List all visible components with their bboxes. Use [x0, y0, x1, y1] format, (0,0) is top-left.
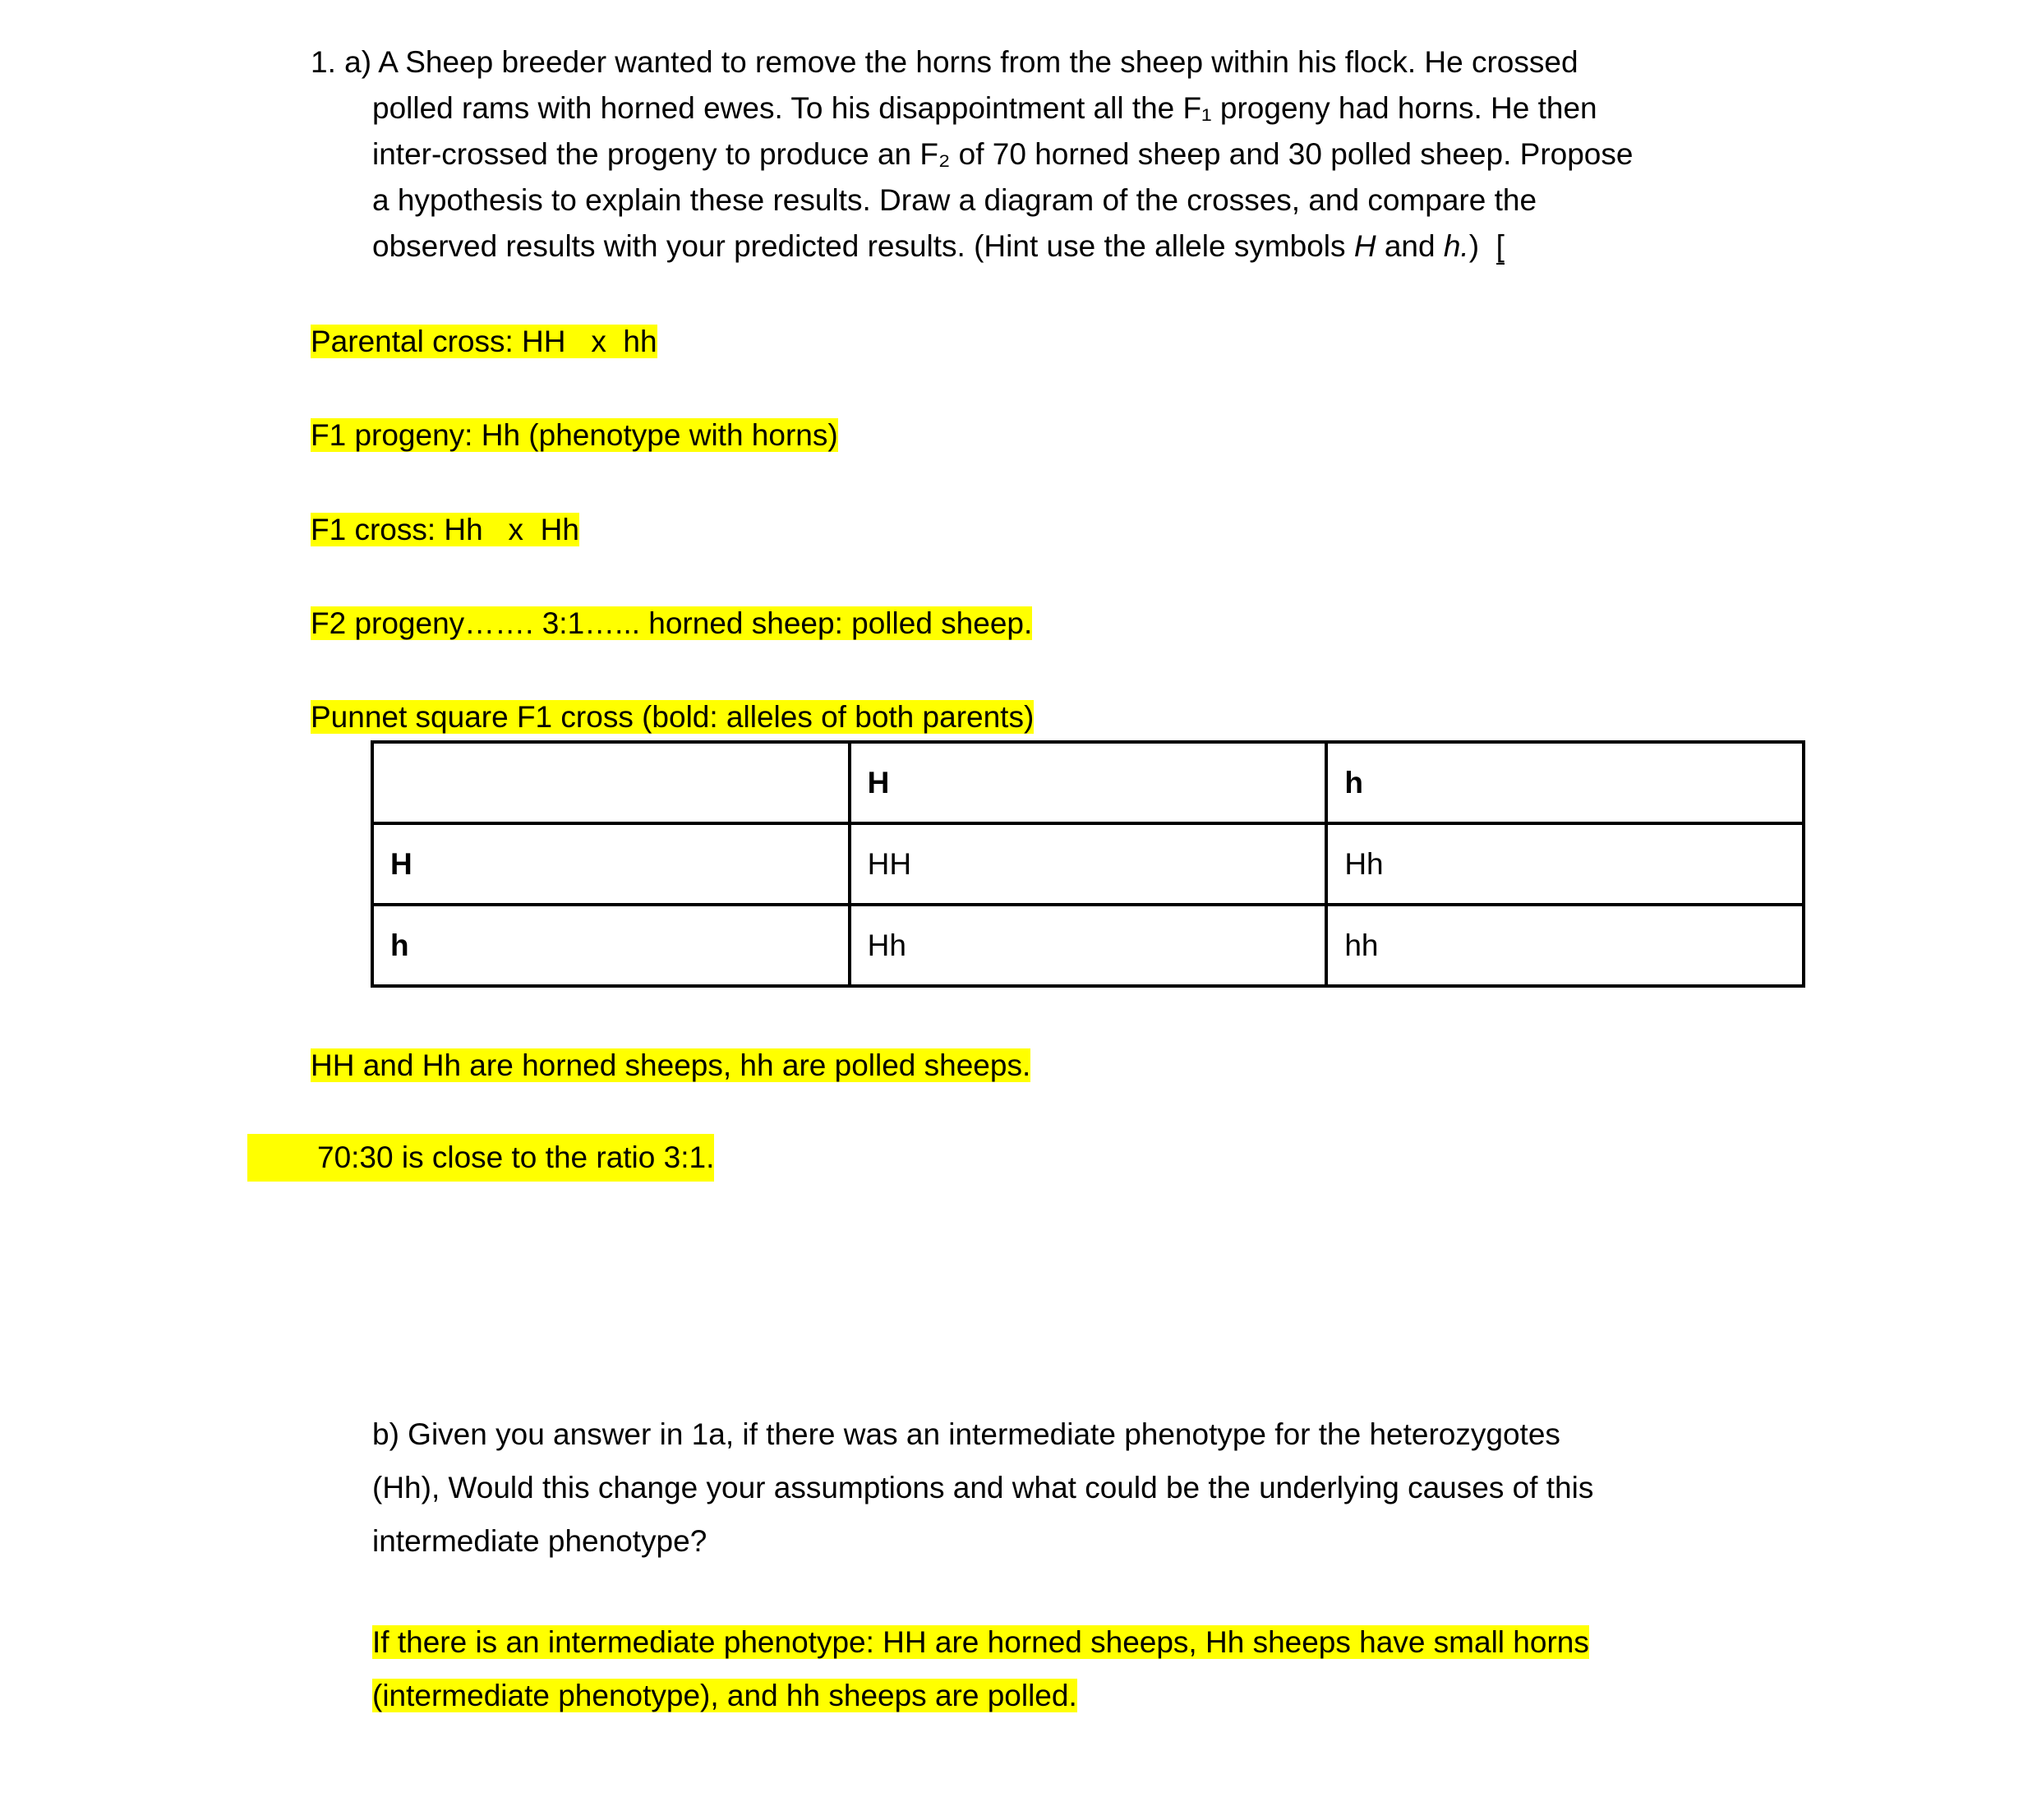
question-1a-body: [311, 85, 1872, 270]
question-1b-line-3: intermediate phenotype?: [372, 1524, 707, 1558]
answer-1b-line-2: (intermediate phenotype), and hh sheeps are polled.: [372, 1679, 1077, 1712]
question-1a-line-4: a hypothesis to explain these results. Draw a diagram of the crosses, and compare the: [372, 183, 1537, 217]
f1-cross-answer: F1 cross: Hh x Hh: [311, 513, 579, 546]
punnett-row-header: H: [372, 823, 850, 905]
question-1b-line-1: b) Given you answer in 1a, if there was an intermediate phenotype for the heterozygotes: [372, 1417, 1560, 1451]
question-1a: [311, 39, 1872, 270]
hint-text: observed results with your predicted results. (Hint use the allele symbols: [372, 229, 1354, 263]
edit-bracket: [: [1495, 229, 1505, 263]
and-word: and: [1376, 229, 1444, 263]
punnett-cell: hh: [1326, 905, 1804, 986]
question-1a-line-1: [311, 39, 1872, 85]
punnett-cell: Hh: [1326, 823, 1804, 905]
question-1a-line-5: [372, 223, 1872, 270]
question-number: 1. a): [311, 45, 372, 79]
f1-progeny-answer: F1 progeny: Hh (phenotype with horns): [311, 418, 838, 452]
genotype-conclusion: HH and Hh are horned sheeps, hh are polled sheeps.: [311, 1048, 1031, 1082]
punnett-cell: Hh: [850, 905, 1327, 986]
punnett-corner-cell: [372, 742, 850, 823]
punnett-square: [371, 740, 1805, 988]
question-1a-line-2: polled rams with horned ewes. To his disappointment all the F₁ progeny had horns. He then: [372, 91, 1597, 125]
question-text: A Sheep breeder wanted to remove the horns from the sheep within his flock. He crossed: [378, 45, 1578, 79]
allele-H: H: [1353, 229, 1376, 263]
punnett-header-cell: H: [850, 742, 1327, 823]
question-1b: [372, 1408, 1933, 1568]
allele-h: h.: [1443, 229, 1469, 263]
f2-progeny-answer: F2 progeny……. 3:1…... horned sheep: polled sheep.: [311, 606, 1033, 640]
punnett-caption: Punnet square F1 cross (bold: alleles of both parents): [311, 700, 1035, 734]
question-1a-line-3: inter-crossed the progeny to produce an F₂ of 70 horned sheep and 30 polled sheep. Propose: [372, 137, 1634, 171]
punnett-header-row: [372, 742, 1804, 823]
punnett-row: [372, 905, 1804, 986]
question-1b-line-2: (Hh), Would this change your assumptions and what could be the underlying causes of this: [372, 1471, 1594, 1504]
punnett-cell: HH: [850, 823, 1327, 905]
punnett-row: [372, 823, 1804, 905]
ratio-conclusion: 70:30 is close to the ratio 3:1.: [317, 1140, 715, 1174]
close-paren: ): [1468, 229, 1480, 263]
punnett-row-header: h: [372, 905, 850, 986]
answer-1b-line-1: If there is an intermediate phenotype: HH are horned sheeps, Hh sheeps have small horns: [372, 1625, 1589, 1659]
question-1b-answer: [372, 1615, 1589, 1722]
parental-cross-answer: Parental cross: HH x hh: [311, 325, 657, 358]
punnett-header-cell: h: [1326, 742, 1804, 823]
